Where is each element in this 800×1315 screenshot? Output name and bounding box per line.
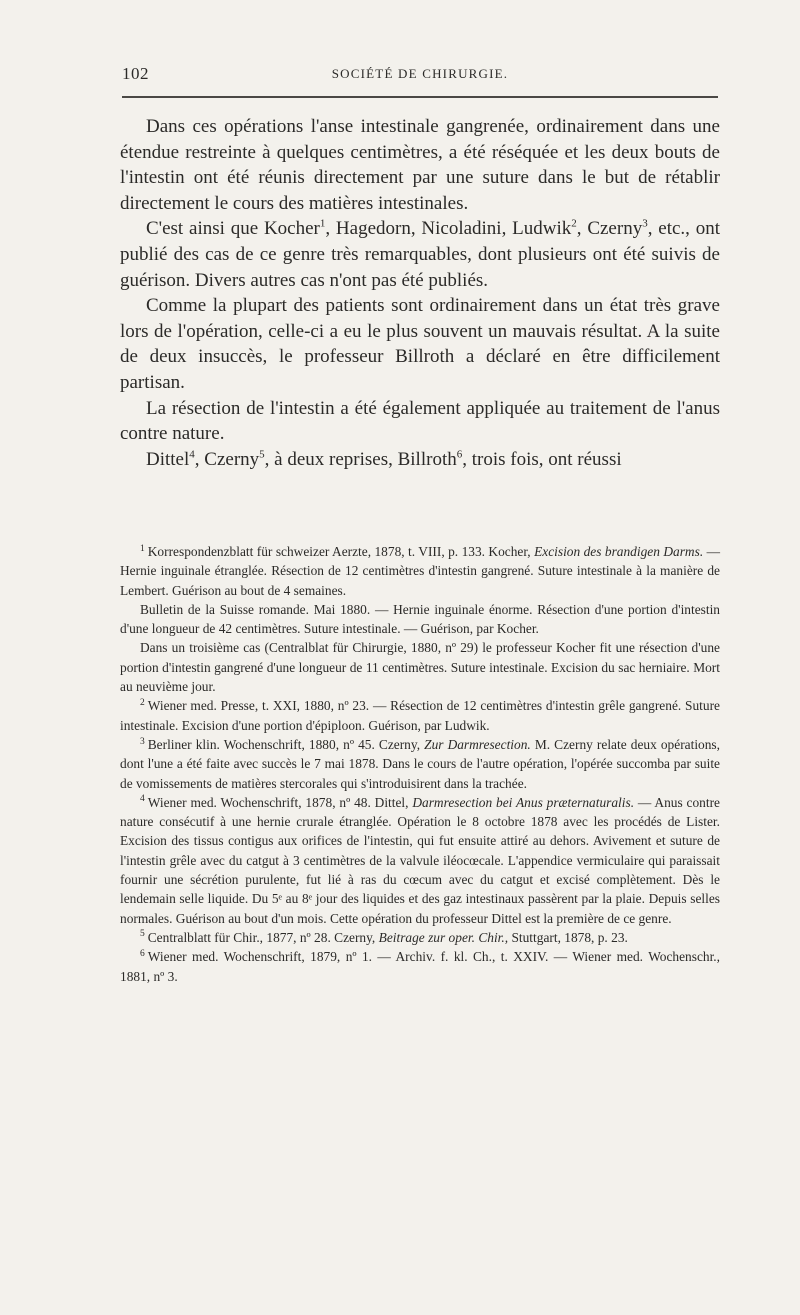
paragraph-5: Dittel$^4$, Czerny$^5$, à deux reprises, Billroth$^6$, trois fois, ont réussi [146,448,622,470]
footnote-ref-3: 3 [642,218,648,231]
paragraph-1: Dans ces opérations l'anse intestinale gangrenée, ordinairement dans une étendue restreinte à quelques centimètres, a été réséquée et les deux bouts de l'intestin ont été réunis directement par une suture dans le but de rétablir directement le cours des matières intestinales. [120,116,720,214]
footnote-1-continued: Bulletin de la Suisse romande. Mai 1880. — Hernie inguinale énorme. Résection d'une portion d'intestin d'une longueur de 42 centimètres. Suture intestinale. — Guérison, par Kocher. [120,601,720,637]
footnote-ref-2: 2 [571,218,577,231]
paragraph-2: C'est ainsi que Kocher$^1$, Hagedorn, Nicoladini, Ludwik$^2$, Czerny$^3$, etc., ont publié des cas de ce genre très remarquables, dont plusieurs ont été suivis de guérison. Divers autres cas n'ont pas été publiés. [120,218,720,291]
footnotes [120,542,720,986]
footnote-ref-6: 6 [456,448,463,461]
page-number: 102 [122,64,149,83]
footnote-5: $^5$ Centralblatt für Chir., 1877, nº 28. Czerny, Beitrage zur oper. Chir., Stuttgart, 1878, p. 23. [140,929,628,945]
footnote-6: $^6$ Wiener med. Wochenschrift, 1879, nº 1. — Archiv. f. kl. Ch., t. XXIV. — Wiener med. Wochenschr., 1881, nº 3. [120,948,720,984]
footnote-ref-1: 1 [319,218,326,231]
paragraph-3: Comme la plupart des patients sont ordinairement dans un état très grave lors de l'opération, celle-ci a eu le plus souvent un mauvais résultat. A la suite de deux insuccès, le professeur Billroth a déclaré en être difficilement partisan. [120,295,720,393]
footnote-2: $^2$ Wiener med. Presse, t. XXI, 1880, nº 23. — Résection de 12 centimètres d'intestin grêle gangrené. Suture intestinale. Excision d'une portion d'épiploon. Guérison, par Ludwik. [120,697,720,733]
footnote-ref-5: 5 [259,448,265,461]
page-header [122,64,718,86]
main-text [120,114,720,472]
footnote-3: $^3$ Berliner klin. Wochenschrift, 1880, nº 45. Czerny, Zur Darmresection. M. Czerny relate deux opérations, dont l'une a été faite avec succès le 7 mai 1878. Dans le cours de l'autre opération, l'opérée succomba par suite de vomissements de matières stercorales qui s'introduisirent dans la trachée. [120,736,720,791]
footnote-ref-4: 4 [189,448,195,461]
running-head: SOCIÉTÉ DE CHIRURGIE. [331,66,509,81]
footnote-1: $^1$ Korrespondenzblatt für schweizer Aerzte, 1878, t. VIII, p. 133. Kocher, Excision des brandigen Darms. — Hernie inguinale étranglée. Résection de 12 centimètres d'intestin gangrené. Suture intestinale à la manière de Lembert. Guérison au bout de 4 semaines. [120,543,720,598]
footnote-4: $^4$ Wiener med. Wochenschrift, 1878, nº 48. Dittel, Darmresection bei Anus præternaturalis. — Anus contre nature consécutif à une hernie crurale étranglée. Opération le 8 octobre 1878 avec les procédés de Lister. Excision des tissus contigus aux orifices de l'intestin, qui fut ensuite attiré au dehors. Avivement et suture de l'intestin grêle avec du catgut à 3 centimètres de la valvule iléocœcale. L'appendice vermiculaire qui paraissait fournir une sécrétion purulente, fut lié à ras du cœcum avec du catgut et excisé complètement. Dès le lendemain selle liquide. Du 5ᵉ au 8ᵉ jour des liquides et des gaz intestinaux passèrent par la plaie. Depuis selles normales. Guérison au bout d'un mois. Cette opération du professeur Dittel est la première de ce genre. [120,794,720,926]
header-rule [122,96,718,98]
footnote-1-third-case: Dans un troisième cas (Centralblat für Chirurgie, 1880, nº 29) le professeur Kocher fit une résection d'une portion d'intestin gangrené d'une longueur de 11 centimètres. Suture intestinale. Excision du sac herniaire. Mort au neuvième jour. [120,640,720,695]
paragraph-4: La résection de l'intestin a été également appliquée au traitement de l'anus contre nature. [120,397,720,445]
